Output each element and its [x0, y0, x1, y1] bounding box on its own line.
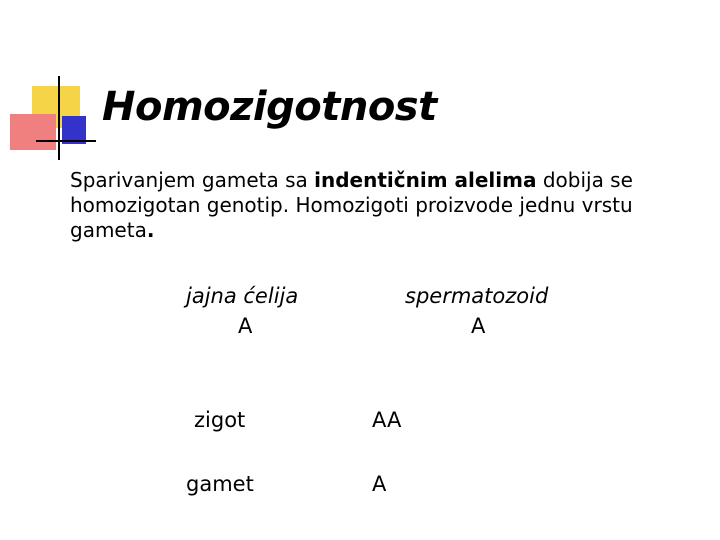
- paragraph-text-end: dobija se homozigotan genotip. Homozigoti proizvode jednu vrstu gameta: [70, 168, 633, 242]
- logo-horizontal-line: [36, 140, 96, 142]
- paragraph-period: .: [146, 218, 155, 242]
- logo-vertical-line: [58, 76, 60, 160]
- intro-paragraph: [70, 168, 690, 243]
- logo-red-square: [10, 114, 56, 150]
- gamete-label: gamet: [186, 472, 254, 496]
- zygote-genotype: AA: [372, 408, 402, 432]
- paragraph-text-start: Sparivanjem gameta sa: [70, 168, 315, 192]
- slide-logo-decoration: [0, 0, 100, 170]
- sperm-allele: A: [471, 314, 486, 338]
- slide-title: Homozigotnost: [102, 84, 437, 130]
- egg-cell-allele: A: [238, 314, 253, 338]
- zygote-label: zigot: [194, 408, 246, 432]
- sperm-label: spermatozoid: [405, 284, 549, 308]
- logo-blue-square: [62, 116, 86, 144]
- paragraph-bold-term: indentičnim alelima: [314, 168, 537, 192]
- gamete-allele: A: [372, 472, 387, 496]
- egg-cell-label: jajna ćelija: [186, 284, 299, 308]
